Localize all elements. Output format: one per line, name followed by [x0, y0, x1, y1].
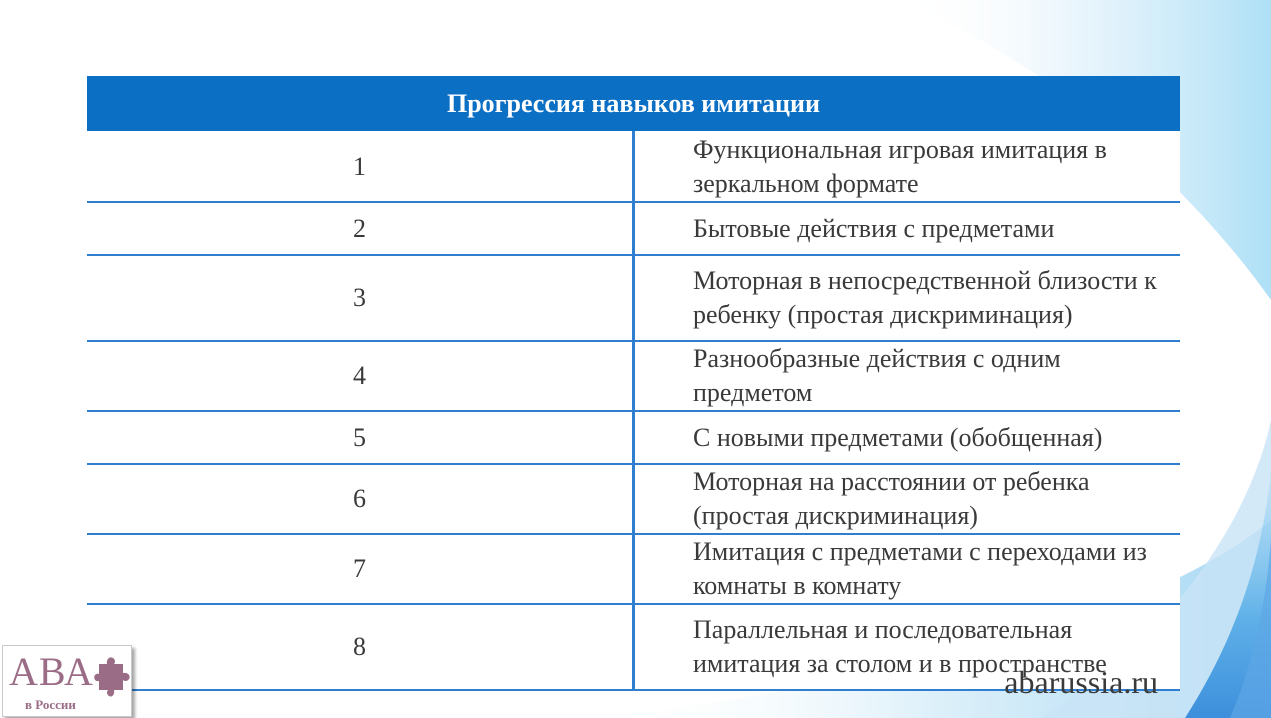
- logo-subtitle: в России: [25, 697, 76, 712]
- row-number: 6: [87, 464, 634, 534]
- row-number: 5: [87, 411, 634, 464]
- row-number: 8: [87, 604, 634, 690]
- row-text: С новыми предметами (обобщенная): [634, 411, 1181, 464]
- table-row: [87, 534, 1180, 604]
- row-text: Параллельная и последовательная имитация за столом и в пространстве: [634, 604, 1181, 690]
- table-row: [87, 464, 1180, 534]
- logo-title: АВА: [9, 649, 94, 694]
- row-number: 2: [87, 202, 634, 255]
- table-row: [87, 255, 1180, 341]
- table-row: [87, 202, 1180, 255]
- row-number: 3: [87, 255, 634, 341]
- table-row: [87, 341, 1180, 411]
- row-text: Бытовые действия с предметами: [634, 202, 1181, 255]
- row-number: 7: [87, 534, 634, 604]
- row-text: Функциональная игровая имитация в зеркальном формате: [634, 132, 1181, 202]
- puzzle-piece-icon: [93, 656, 131, 700]
- site-url[interactable]: abarussia.ru: [1004, 664, 1158, 700]
- row-text: Моторная на расстоянии от ребенка (простая дискриминация): [634, 464, 1181, 534]
- table-title: Прогрессия навыков имитации: [87, 76, 1180, 132]
- row-number: 4: [87, 341, 634, 411]
- imitation-progression-table: [87, 76, 1180, 691]
- table-row: [87, 132, 1180, 202]
- row-text: Моторная в непосредственной близости к ребенку (простая дискриминация): [634, 255, 1181, 341]
- table-header-row: [87, 76, 1180, 132]
- row-number: 1: [87, 132, 634, 202]
- aba-russia-logo[interactable]: [0, 643, 134, 718]
- logo-frame: [2, 645, 132, 717]
- table-row: [87, 411, 1180, 464]
- row-text: Имитация с предметами с переходами из комнаты в комнату: [634, 534, 1181, 604]
- row-text: Разнообразные действия с одним предметом: [634, 341, 1181, 411]
